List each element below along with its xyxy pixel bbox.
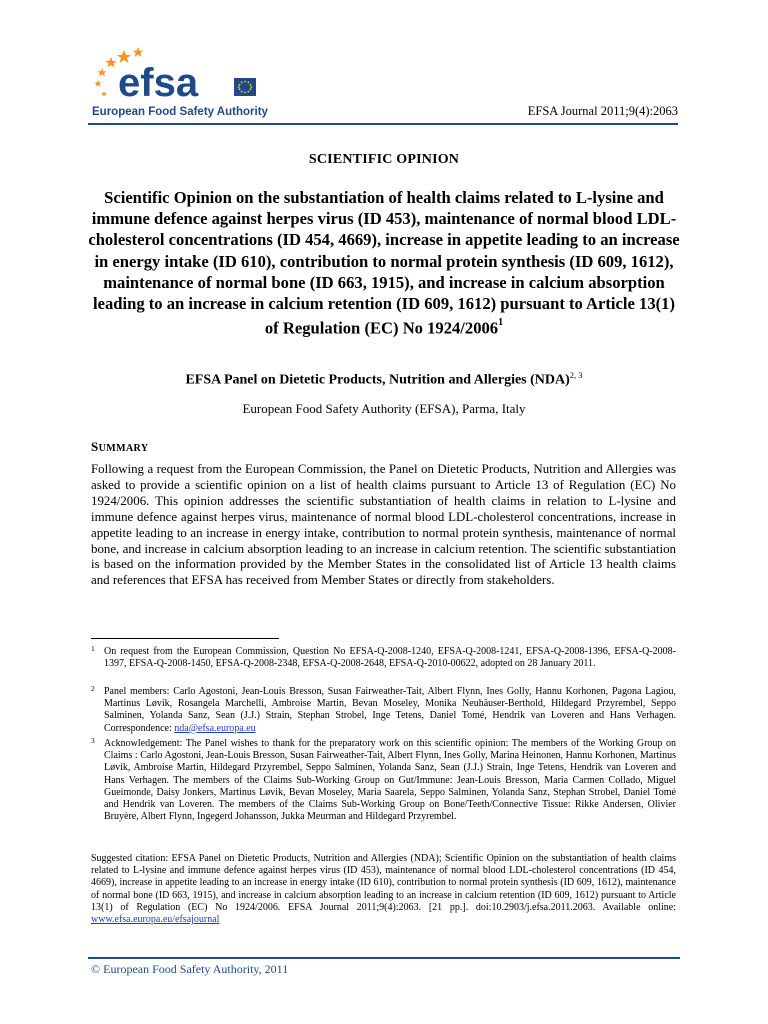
footnote-divider [91, 638, 279, 639]
title-text: Scientific Opinion on the substantiation of health claims related to L-lysine and immune defence against herpes virus (ID 453), maintenance of normal blood LDL-cholesterol concentrations (ID 454, 4669), increase in appetite leading to an increase in energy intake (ID 610), contribution to normal protein synthesis (ID 609, 1612), maintenance of normal bone (ID 663, 1915), and increase in calcium absorption leading to an increase in calcium retention (ID 609, 1612) pursuant to Article 13(1) of Regulation (EC) No 1924/2006 [88, 188, 680, 338]
footnote-1 [91, 646, 676, 670]
journal-reference: EFSA Journal 2011;9(4):2063 [527, 104, 678, 118]
suggested-citation [91, 853, 676, 926]
summary-heading-rest: UMMARY [98, 443, 149, 454]
summary-heading [91, 439, 148, 455]
footnote-number: 3 [91, 736, 95, 745]
journal-link[interactable]: www.efsa.europa.eu/efsajournal [91, 914, 220, 926]
citation-text: Suggested citation: EFSA Panel on Dietetic Products, Nutrition and Allergies (NDA); Scientific Opinion on the substantiation of health claims related to L-lysine and immune defence against herpes virus (ID 453), maintenance of normal blood LDL-cholesterol concentrations (ID 454, 4669), increase in appetite leading to an increase in energy intake (ID 610), contribution to normal protein synthesis (ID 609, 1612), maintenance of normal bone (ID 663, 1915), and increase in calcium absorption leading to an increase in calcium retention (ID 609, 1612) pursuant to Article 13(1) of Regulation (EC) No 1924/2006. EFSA Journal 2011;9(4):2063. [21 pp.]. doi:10.2903/j.efsa.2011.2063. Available online: [91, 853, 676, 913]
correspondence-email-link[interactable]: nda@efsa.europa.eu [174, 722, 256, 734]
footer-divider [88, 957, 680, 959]
summary-heading-first: S [91, 439, 99, 454]
summary-paragraph: Following a request from the European Commission, the Panel on Dietetic Products, Nutrition and Allergies was asked to provide a scientific opinion on a list of health claims pursuant to Article 13 of Regulation (EC) No 1924/2006. This opinion addresses the scientific substantiation of health claims in relation to L-lysine and immune defence against herpes virus, maintenance of normal blood LDL-cholesterol concentrations, increase in appetite leading to an increase in energy intake, contribution to normal protein synthesis, maintenance of normal bone, and increase in calcium absorption leading to an increase in calcium retention. The scientific substantiation is based on the information provided by the Member States in the consolidated list of Article 13 health claims and references that EFSA has received from Member States or directly from stakeholders. [91, 462, 676, 588]
header-divider [88, 123, 678, 125]
panel-text: EFSA Panel on Dietetic Products, Nutrition and Allergies (NDA) [185, 372, 570, 388]
footnote-3 [91, 738, 676, 823]
footnote-number: 2 [91, 684, 95, 693]
section-label: SCIENTIFIC OPINION [308, 152, 460, 167]
footnote-text: Panel members: Carlo Agostoni, Jean-Louis Bresson, Susan Fairweather-Tait, Albert Flynn, Ines Golly, Hannu Korhonen, Pagona Lagiou, Martinus Løvik, Rosangela Marchelli, Ambroise Martin, Bevan Moseley, Monika Neuhäuser-Berthold, Hildegard Przyrembel, Seppo Salminen, Yolanda Sanz, Sean (J.J.) Strain, Stephan Strobel, Inge Tetens, Daniel Tomé, Hendrik van Loveren and Hans Verhagen. Correspondence: [104, 686, 676, 734]
footnote-text: On request from the European Commission, Question No EFSA-Q-2008-1240, EFSA-Q-2008-1241, EFSA-Q-2008-1396, EFSA-Q-2008-1397, EFSA-Q-2008-1450, EFSA-Q-2008-2348, EFSA-Q-2008-2648, EFSA-Q-2010-00622, adopted on 28 January 2011. [104, 646, 676, 670]
footnote-number: 1 [91, 644, 95, 653]
efsa-logo-icon [88, 40, 264, 104]
footnote-2 [91, 686, 676, 735]
footnote-text-wrapper [104, 686, 676, 735]
efsa-logo [88, 40, 288, 124]
organization-name: European Food Safety Authority [92, 106, 268, 118]
panel-name [0, 370, 768, 389]
document-title [88, 187, 680, 339]
copyright-notice: © European Food Safety Authority, 2011 [91, 962, 289, 976]
affiliation: European Food Safety Authority (EFSA), Parma, Italy [242, 401, 526, 416]
logo-wordmark: efsa [118, 61, 199, 104]
title-footnote-mark[interactable]: 1 [498, 317, 504, 329]
panel-footnote-marks[interactable]: 2, 3 [569, 370, 583, 380]
footnote-text: Acknowledgement: The Panel wishes to thank for the preparatory work on this scientific opinion: The members of the Working Group on Claims : Carlo Agostoni, Jean-Louis Bresson, Susan Fairweather-Tait, Albert Flynn, Ines Golly, Marina Heinonen, Hannu Korhonen, Martinus Løvik, Ambroise Martin, Hildegard Przyrembel, Seppo Salminen, Yolanda Sanz, Sean (J.J.) Strain, Inge Tetens, Hendrik van Loveren and Hans Verhagen. The members of the Claims Sub-Working Group on Gut/Immune: Jean-Louis Bresson, Maria Carmen Collado, Miguel Gueimonde, Daisy Jonkers, Martinus Løvik, Bevan Moseley, Maria Saarela, Seppo Salminen, Yolanda Sanz, Stephan Strobel, Daniel Tomé and Hendrik van Loveren. The members of the Claims Sub-Working Group on Bone/Teeth/Connective Tissue: Rikke Andersen, Olivier Bruyère, Albert Flynn, Ingegerd Johansson, Jukka Meurman and Hildegard Przyrembel. [104, 738, 676, 823]
